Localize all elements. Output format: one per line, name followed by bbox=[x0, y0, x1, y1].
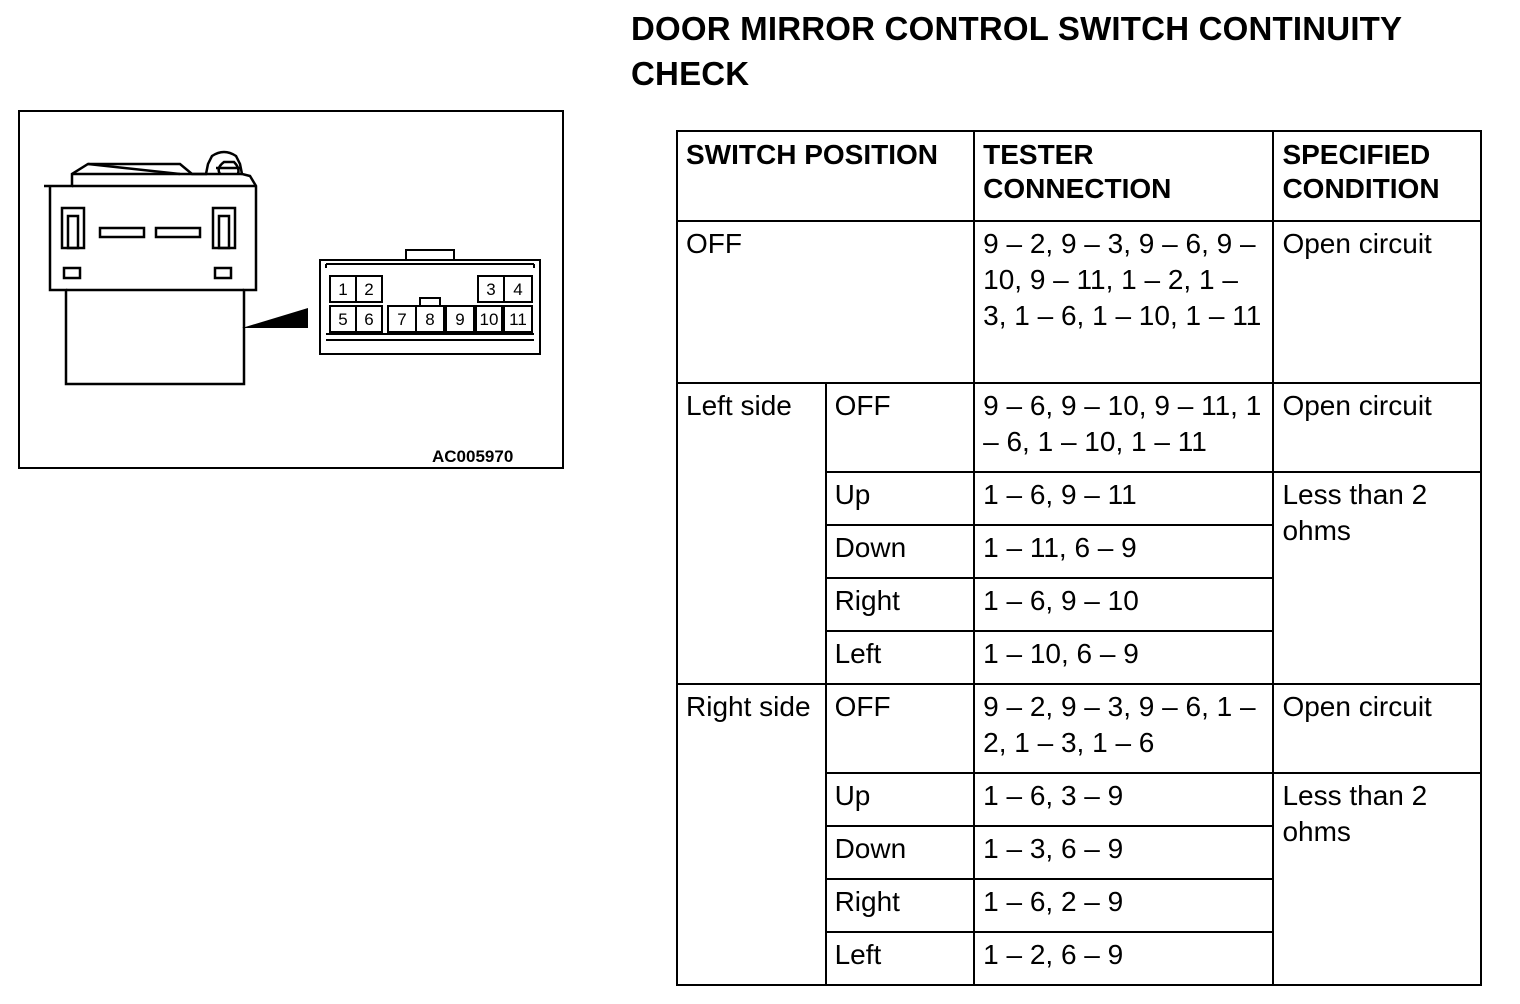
position-cell: OFF bbox=[826, 383, 975, 472]
connection-cell: 1 – 11, 6 – 9 bbox=[974, 525, 1273, 578]
position-cell: OFF bbox=[826, 684, 975, 773]
connection-cell: 1 – 2, 6 – 9 bbox=[974, 932, 1273, 985]
connection-cell: 1 – 3, 6 – 9 bbox=[974, 826, 1273, 879]
position-cell: Up bbox=[826, 773, 975, 826]
position-cell: Right bbox=[826, 578, 975, 631]
position-cell: OFF bbox=[677, 221, 974, 383]
position-cell: Left bbox=[826, 932, 975, 985]
condition-cell: Open circuit bbox=[1273, 383, 1481, 472]
connection-cell: 1 – 6, 2 – 9 bbox=[974, 879, 1273, 932]
position-cell: Down bbox=[826, 525, 975, 578]
connection-cell: 9 – 2, 9 – 3, 9 – 6, 9 – 10, 9 – 11, 1 – 2, 1 – 3, 1 – 6, 1 – 10, 1 – 11 bbox=[974, 221, 1273, 383]
position-cell: Up bbox=[826, 472, 975, 525]
table-row bbox=[677, 684, 1481, 773]
switch-connector-illustration bbox=[20, 112, 566, 471]
position-cell: Right bbox=[826, 879, 975, 932]
connection-cell: 1 – 10, 6 – 9 bbox=[974, 631, 1273, 684]
terminal-1-label: 1 bbox=[338, 280, 348, 299]
terminal-3-label: 3 bbox=[486, 280, 496, 299]
side-label-left: Left side bbox=[677, 383, 826, 684]
continuity-table bbox=[676, 130, 1482, 986]
condition-cell: Less than 2 ohms bbox=[1273, 472, 1481, 684]
terminal-11-label: 11 bbox=[509, 310, 527, 329]
terminal-5-label: 5 bbox=[338, 310, 348, 329]
condition-cell: Open circuit bbox=[1273, 684, 1481, 773]
terminal-4-label: 4 bbox=[513, 280, 523, 299]
terminal-10-label: 10 bbox=[479, 310, 499, 329]
terminal-7-label: 7 bbox=[397, 310, 407, 329]
table-row bbox=[677, 383, 1481, 472]
table-header-row bbox=[677, 131, 1481, 221]
position-cell: Left bbox=[826, 631, 975, 684]
condition-cell: Open circuit bbox=[1273, 221, 1481, 383]
side-label-right: Right side bbox=[677, 684, 826, 985]
table-row bbox=[677, 221, 1481, 383]
figure-code: AC005970 bbox=[432, 447, 514, 466]
connection-cell: 1 – 6, 9 – 11 bbox=[974, 472, 1273, 525]
position-cell: Down bbox=[826, 826, 975, 879]
header-switch-position: SWITCH POSITION bbox=[677, 131, 974, 221]
page-title: DOOR MIRROR CONTROL SWITCH CONTINUITY CHECK bbox=[631, 10, 1402, 92]
condition-cell: Less than 2 ohms bbox=[1273, 773, 1481, 985]
connection-cell: 1 – 6, 9 – 10 bbox=[974, 578, 1273, 631]
header-tester-connection: TESTER CONNECTION bbox=[974, 131, 1273, 221]
connection-cell: 9 – 2, 9 – 3, 9 – 6, 1 – 2, 1 – 3, 1 – 6 bbox=[974, 684, 1273, 773]
connector-figure bbox=[18, 110, 564, 469]
connection-cell: 1 – 6, 3 – 9 bbox=[974, 773, 1273, 826]
terminal-9-label: 9 bbox=[455, 310, 465, 329]
header-specified-condition: SPECIFIED CONDITION bbox=[1273, 131, 1481, 221]
connection-cell: 9 – 6, 9 – 10, 9 – 11, 1 – 6, 1 – 10, 1 – 11 bbox=[974, 383, 1273, 472]
terminal-6-label: 6 bbox=[364, 310, 374, 329]
terminal-2-label: 2 bbox=[364, 280, 374, 299]
terminal-8-label: 8 bbox=[425, 310, 435, 329]
